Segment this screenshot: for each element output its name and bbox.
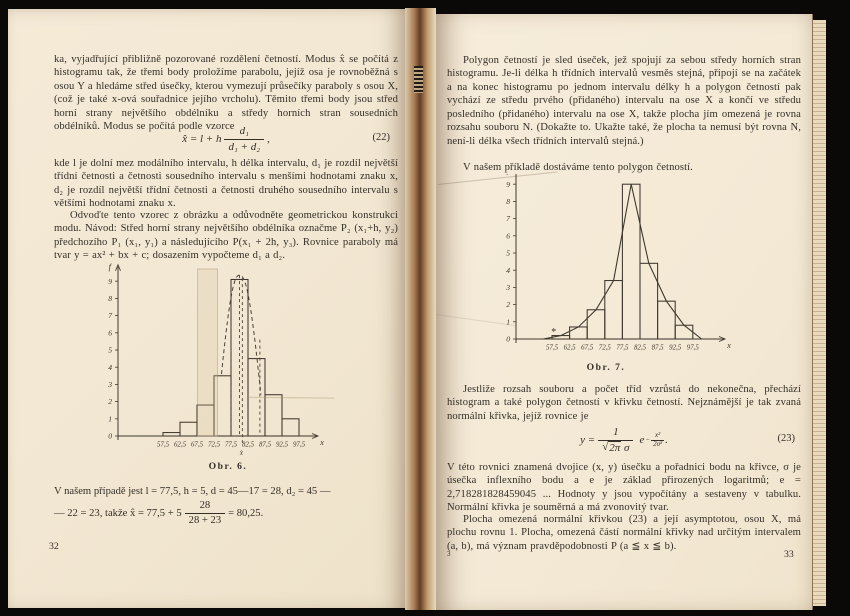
svg-text:97,5: 97,5 — [292, 441, 306, 449]
right-priklad-paragraph: V našem příkladě dostáváme tento polygon četností. — [463, 162, 693, 173]
svg-text:7: 7 — [506, 214, 510, 224]
svg-text:f — [507, 174, 511, 175]
example-line-2-post: = 80,25. — [228, 508, 264, 520]
svg-text:57,5: 57,5 — [156, 441, 170, 449]
svg-text:5: 5 — [506, 248, 510, 258]
book-binding — [405, 8, 436, 610]
svg-text:62,5: 62,5 — [563, 344, 576, 352]
svg-text:97,5: 97,5 — [686, 344, 699, 352]
page-edges — [813, 20, 826, 606]
binding-stripe-mark — [414, 66, 423, 93]
eq22-lhs: x̂ = l + h — [182, 133, 222, 145]
eq23-e-base: e — [639, 434, 645, 446]
svg-text:1: 1 — [108, 414, 112, 424]
svg-text:82,5: 82,5 — [241, 441, 255, 449]
right-page — [436, 14, 813, 610]
svg-text:0: 0 — [506, 334, 510, 344]
equation-22 — [54, 121, 398, 157]
svg-text:3: 3 — [506, 283, 510, 292]
svg-text:7: 7 — [108, 311, 112, 321]
svg-text:87,5: 87,5 — [258, 441, 272, 449]
page-number-32: 32 — [49, 541, 59, 552]
svg-text:72,5: 72,5 — [598, 344, 611, 352]
svg-text:0: 0 — [108, 431, 112, 441]
svg-text:4: 4 — [506, 265, 510, 275]
page-number-33: 33 — [784, 549, 794, 560]
svg-text:x: x — [727, 340, 731, 350]
svg-text:6: 6 — [108, 328, 112, 338]
polygon-chart-obr7 — [491, 174, 803, 374]
eq23-exponent: − $\frac{\text{x²}}{\text{2σ²}}$ — [645, 431, 663, 448]
example-line-1: V našem případě jest l = 77,5, h = 5, d = 45—17 = 28, d₂ = 45 — — [54, 486, 331, 497]
signature-mark: 3 — [447, 550, 451, 558]
left-intro-paragraph: ka, vyjadřující přibližně pozorované rozdělení četností. Modus x̂ se počítá z histogramu tak, že třemi body proložíme parabolu, jejíž osa je rovnoběžná s osou Y a hledáme střed úsečky, kterou vymezují průsečíky paraboly s osou X, (což je také x-ová souřadnice jejího vrcholu). Těmito třemi body jsou střed horní strany největšího obdélníku a středy horních stran sousedních obdélníků. Modus se počítá podle vzorce — [54, 54, 398, 133]
figure-caption-obr7: Obr. 7. — [586, 362, 626, 373]
svg-text:2: 2 — [506, 300, 510, 310]
svg-text:77,5: 77,5 — [224, 441, 238, 449]
svg-text:87,5: 87,5 — [651, 344, 664, 352]
svg-text:9: 9 — [108, 276, 112, 286]
svg-text:92,5: 92,5 — [669, 344, 682, 352]
figure-caption-obr6: Obr. 6. — [208, 461, 248, 472]
eq23-lhs: y = — [580, 434, 596, 446]
svg-text:x: x — [320, 437, 324, 447]
svg-text:92,5: 92,5 — [275, 441, 289, 449]
svg-text:3: 3 — [108, 380, 112, 389]
svg-text:8: 8 — [108, 294, 112, 303]
svg-text:57,5: 57,5 — [545, 344, 559, 352]
right-polygon-paragraph: Polygon četností je sled úseček, jež spojují za sebou středy horních stran histogramu. Je-li délka h třídních intervalů vesměs stejná, připojí se na začátek a na konec histogramu po jednom intervalu délky h a polygon četností pak vychází ze středu prvého (přidaného) intervalu na ose X a končí ve středu posledního (přidaného) intervalu na ose X, takže plocha jím omezená je rovna rozsahu souboru N. (Dokažte to. Ukažte také, že plocha ta nemusí být rovna N, není-li délka všech třídních intervalů stejná.) — [447, 55, 801, 147]
svg-text:5: 5 — [108, 345, 112, 355]
eq23-tail: . — [665, 434, 668, 446]
right-jestlize-paragraph: Jestliže rozsah souboru a počet tříd vzrůstá do nekonečna, přechází histogram a také polygon četností v křivku četností. Nejznámější je tak zvaná normální křivka, jejíž rovnice je — [447, 384, 801, 422]
example-fraction: $\frac{28}{28 + 23}$ — [185, 500, 225, 527]
svg-text:2: 2 — [108, 397, 112, 407]
svg-text:f: f — [108, 261, 111, 272]
svg-text:72,5: 72,5 — [207, 441, 221, 449]
equation-23 — [447, 420, 801, 460]
eq23-fraction: $\frac{1}{\text{√2π σ}}$ — [598, 426, 633, 454]
svg-text:6: 6 — [506, 231, 510, 241]
left-example-block — [54, 486, 398, 527]
left-odvodte-paragraph: Odvoďte tento vzorec z obrázku a odůvodněte geometrickou konstrukci modu. Návod: Střed horní strany největšího obdélníka označme P₂ (x₁+h, y₂) předchozího P₁ (x₁, y₁) a následujícího P(x₁ + 2h, y₃). Rovnice paraboly má tvar y = ax² + bx + c; dosazením vypočteme d₁ a d₂. — [54, 210, 398, 262]
eq22-fraction: $\frac{\text{d₁}}{\text{d₁ + d₂}}$ — [224, 125, 264, 153]
svg-text:67,5: 67,5 — [190, 441, 204, 449]
svg-text:*: * — [551, 327, 557, 339]
histogram-obr6 — [50, 259, 346, 465]
svg-text:4: 4 — [108, 362, 112, 372]
eq22-number: (22) — [372, 132, 390, 143]
eq23-number: (23) — [777, 433, 795, 444]
left-kde-paragraph: kde l je dolní mez modálního intervalu, h délka intervalu, d₁ je rozdíl největší třídní četnosti a četnosti sousedního intervalu s menšími hodnotami znaku x, d₂ je rozdíl největší třídní četnosti a četnosti druhého sousedního intervalu s většími hodnotami znaku x. — [54, 158, 398, 210]
svg-text:8: 8 — [506, 197, 510, 206]
svg-text:62,5: 62,5 — [173, 441, 187, 449]
right-rovnice-paragraph: V této rovnici znamená dvojice (x, y) úsečku a pořadnici bodu na křivce, σ je úsečka inflexního bodu a e je základ přirozených logaritmů; e = 2,718281828459045 ... Hodnoty y jsou vypočítány a sestaveny v tabulku. Normální křivka je souměrná a má zvonovitý tvar. — [447, 462, 801, 514]
eq22-tail: , — [267, 133, 270, 145]
right-plocha-paragraph: Plocha omezená normální křivkou (23) a její asymptotou, osou X, má plochu rovnu 1. Plocha, omezená částí normální křivky nad určitým intervalem (a, b), má význam pravděpodobnosti P (a ≦ x ≦ b). — [447, 514, 801, 552]
svg-text:x̂: x̂ — [239, 450, 243, 457]
example-line-2-pre: — 22 = 23, takže x̂ = 77,5 + 5 — [54, 508, 182, 520]
svg-text:1: 1 — [506, 317, 510, 327]
svg-text:67,5: 67,5 — [581, 344, 594, 352]
radical-sign: √ — [602, 440, 609, 453]
svg-text:82,5: 82,5 — [633, 344, 647, 352]
left-page — [8, 9, 405, 608]
svg-text:9: 9 — [506, 179, 510, 189]
svg-text:77,5: 77,5 — [616, 344, 629, 352]
